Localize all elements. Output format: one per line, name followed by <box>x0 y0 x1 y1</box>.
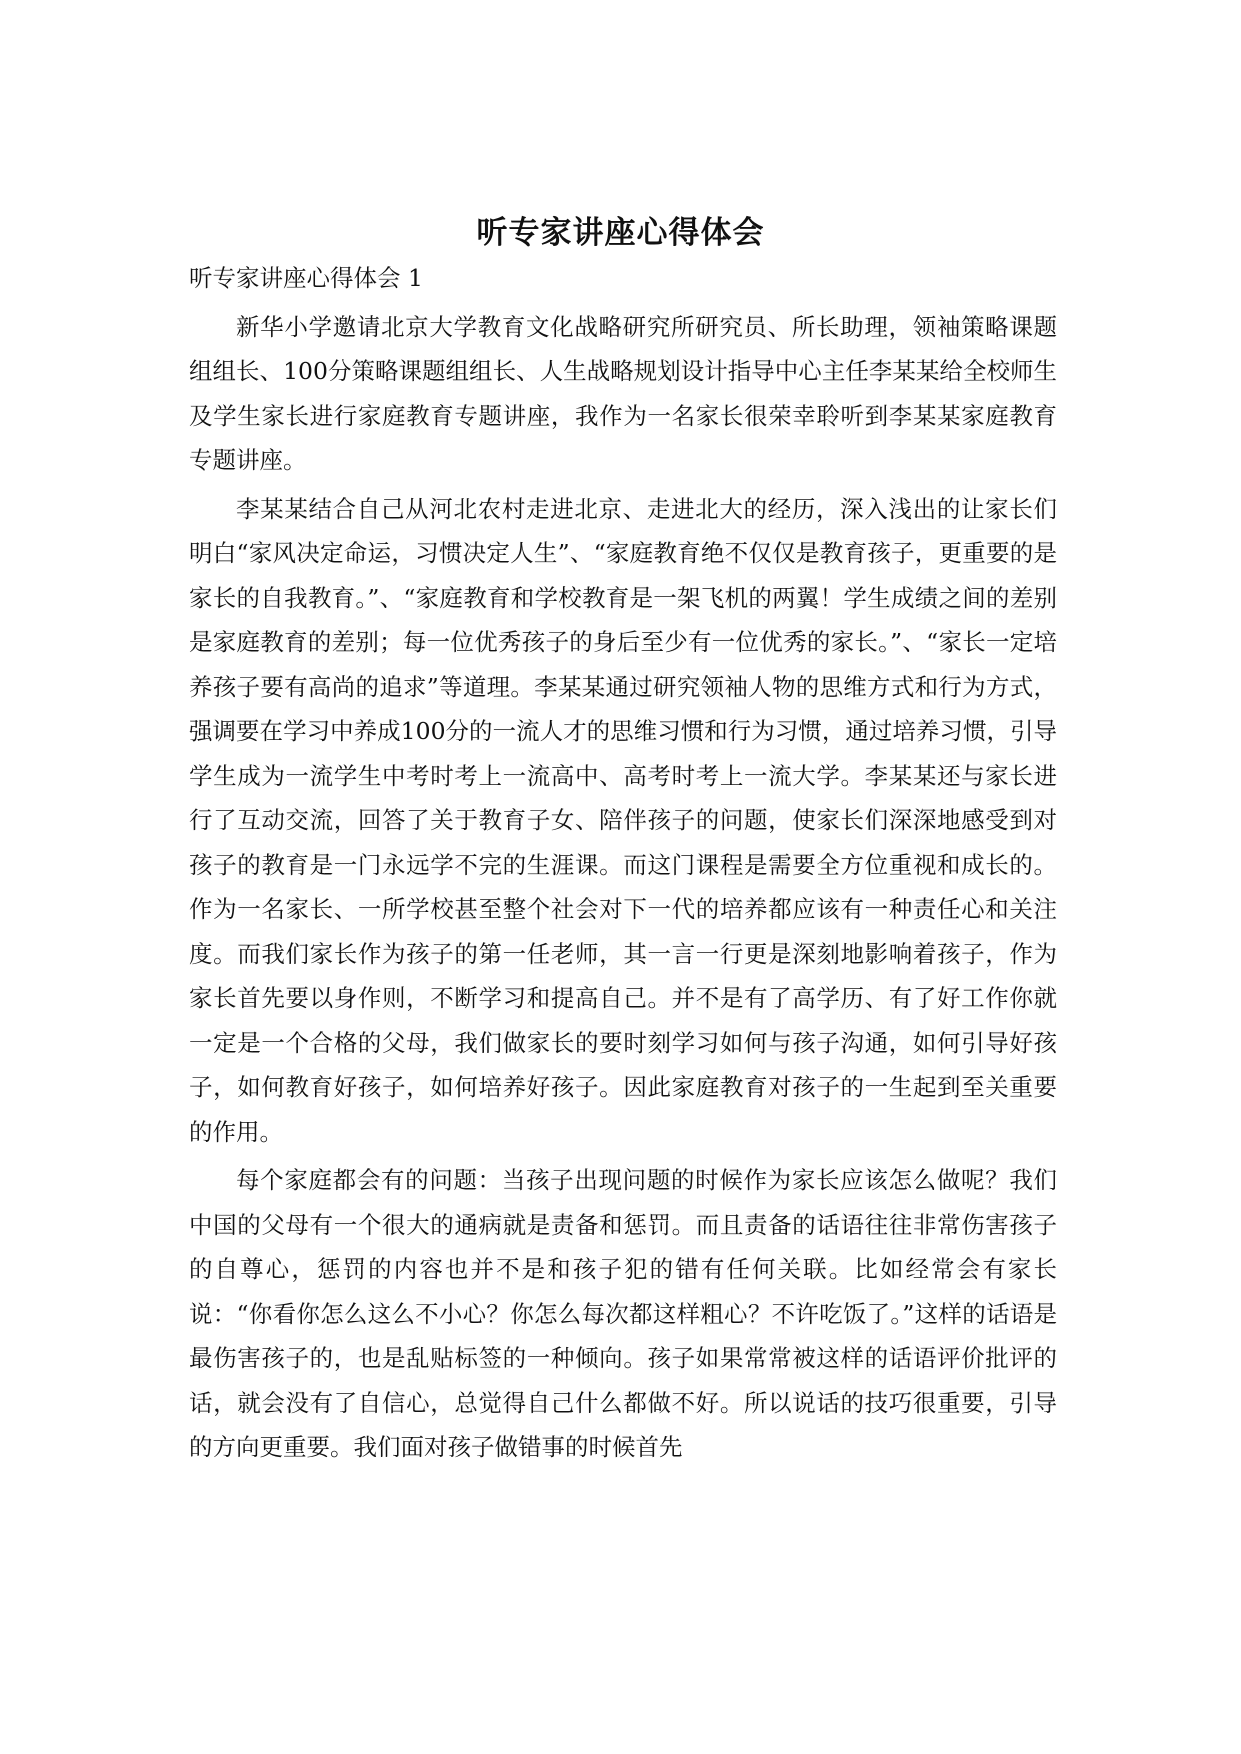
paragraph-3: 每个家庭都会有的问题：当孩子出现问题的时候作为家长应该怎么做呢？我们中国的父母有一个很大的通病就是责备和惩罚。而且责备的话语往往非常伤害孩子的自尊心，惩罚的内容也并不是和孩子犯的错有任何关联。比如经常会有家长说：“你看你怎么这么不小心？你怎么每次都这样粗心？不许吃饭了。”这样的话语是最伤害孩子的，也是乱贴标签的一种倾向。孩子如果常常被这样的话语评价批评的话，就会没有了自信心，总觉得自己什么都做不好。所以说话的技巧很重要，引导的方向更重要。我们面对孩子做错事的时候首先 <box>189 1166 1057 1461</box>
document-body <box>189 256 1057 1470</box>
document-title: 听专家讲座心得体会 <box>476 214 765 251</box>
section-heading: 听专家讲座心得体会 1 <box>189 264 423 292</box>
paragraph-2: 李某某结合自己从河北农村走进北京、走进北大的经历，深入浅出的让家长们明白“家风决定命运，习惯决定人生”、“家庭教育绝不仅仅是教育孩子，更重要的是家长的自我教育。”、“家庭教育和学校教育是一架飞机的两翼！学生成绩之间的差别是家庭教育的差别；每一位优秀孩子的身后至少有一位优秀的家长。”、“家长一定培养孩子要有高尚的追求”等道理。李某某通过研究领袖人物的思维方式和行为方式，强调要在学习中养成100分的一流人才的思维习惯和行为习惯，通过培养习惯，引导学生成为一流学生中考时考上一流高中、高考时考上一流大学。李某某还与家长进行了互动交流，回答了关于教育子女、陪伴孩子的问题，使家长们深深地感受到对孩子的教育是一门永远学不完的生涯课。而这门课程是需要全方位重视和成长的。作为一名家长、一所学校甚至整个社会对下一代的培养都应该有一种责任心和关注度。而我们家长作为孩子的第一任老师，其一言一行更是深刻地影响着孩子，作为家长首先要以身作则，不断学习和提高自己。并不是有了高学历、有了好工作你就一定是一个合格的父母，我们做家长的要时刻学习如何与孩子沟通，如何引导好孩子，如何教育好孩子，如何培养好孩子。因此家庭教育对孩子的一生起到至关重要的作用。 <box>189 494 1057 1146</box>
paragraph-1: 新华小学邀请北京大学教育文化战略研究所研究员、所长助理，领袖策略课题组组长、100分策略课题组组长、人生战略规划设计指导中心主任李某某给全校师生及学生家长进行家庭教育专题讲座，我作为一名家长很荣幸聆听到李某某家庭教育专题讲座。 <box>189 312 1057 474</box>
